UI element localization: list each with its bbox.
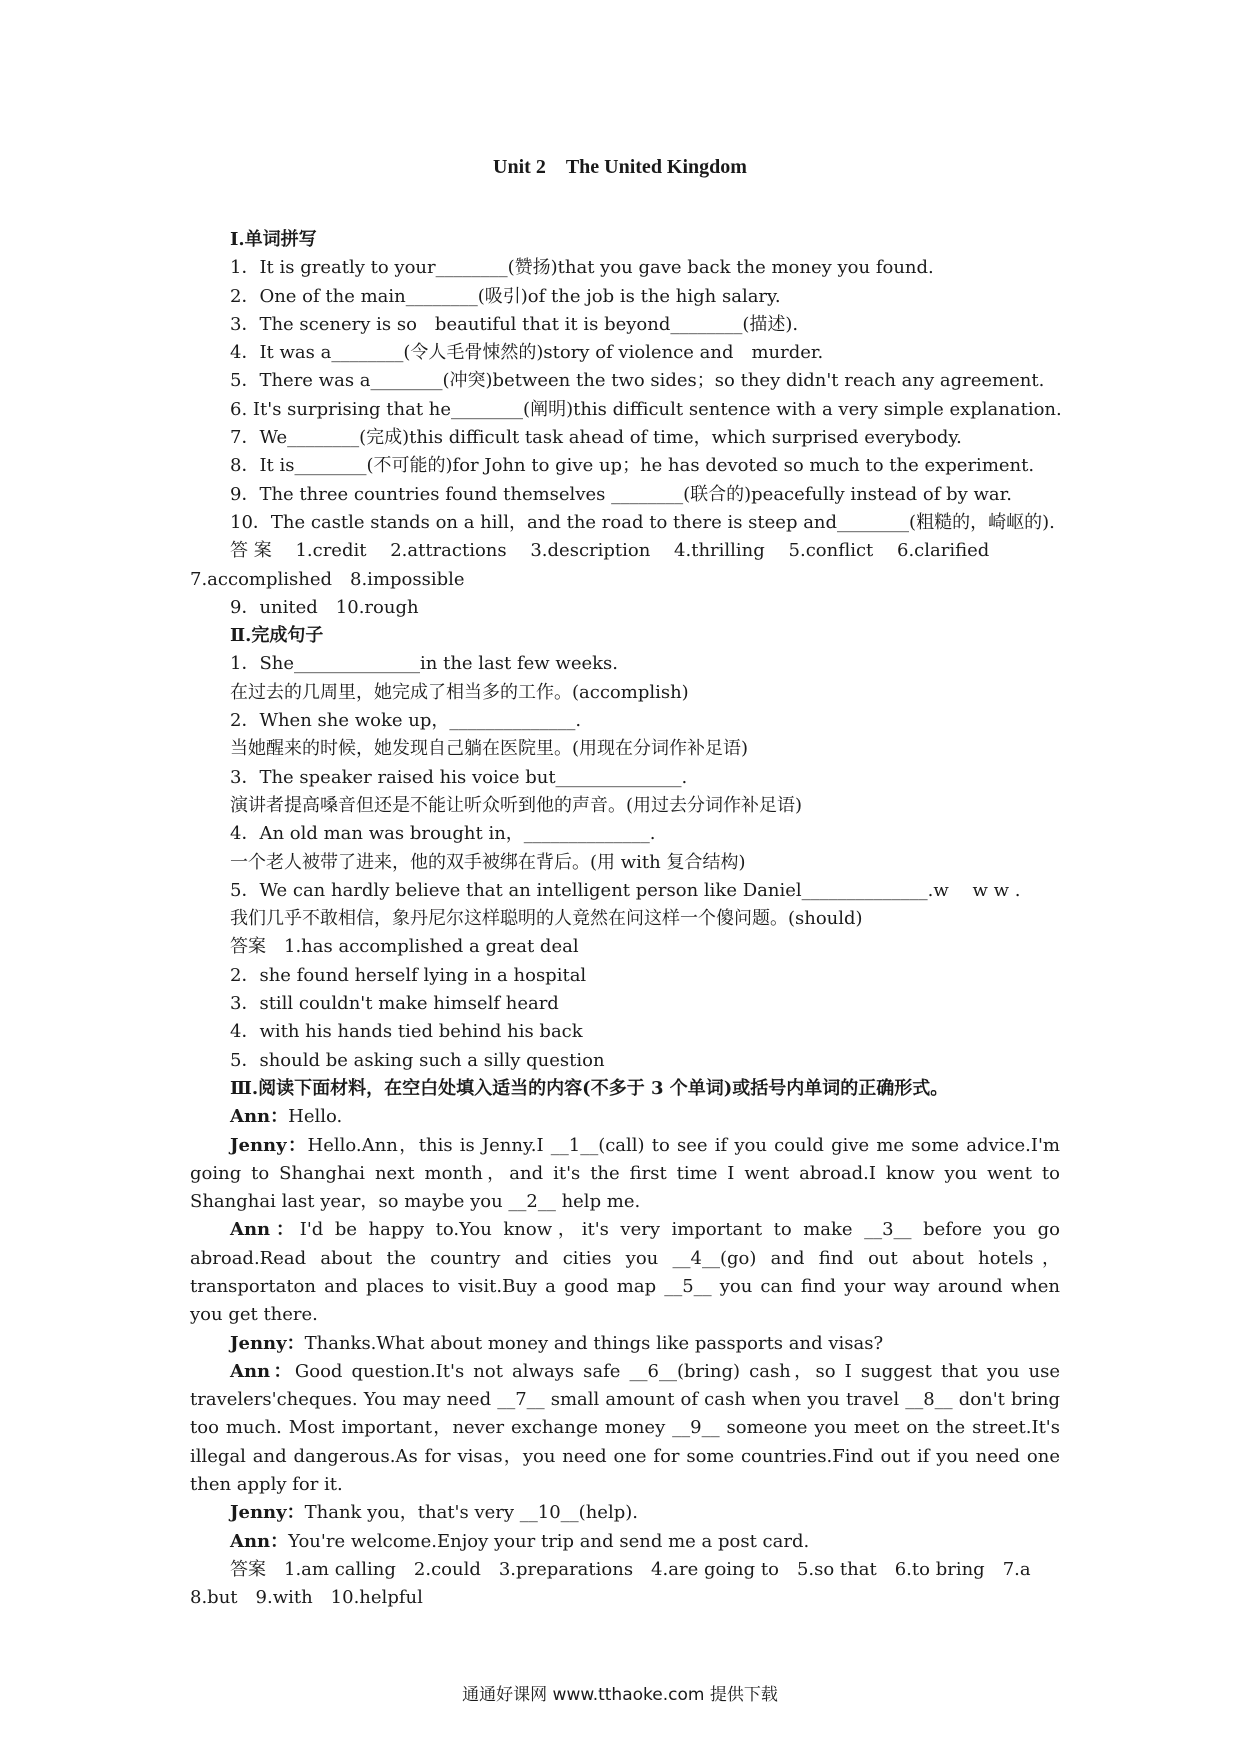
speaker-name: Jenny： [230, 1332, 305, 1354]
section1-heading: Ⅰ.单词拼写 [230, 229, 317, 250]
section3-heading: Ⅲ.阅读下面材料，在空白处填入适当的内容(不多于 3 个单词)或括号内单词的正确形式。 [230, 1077, 949, 1099]
dialogue-text: Hello.Ann，this is Jenny.I __1__(call) to see if you could give me some advice.I'm going to Shanghai next month，and it's the first time I went abroad.I know you went to Shanghai last year，so maybe you __2__ help me. [190, 1134, 1060, 1213]
speaker-name: Ann： [230, 1219, 300, 1241]
answer-key: 9．united 10.rough [230, 596, 419, 618]
answer-key: 2．she found herself lying in a hospital [230, 964, 587, 986]
dialogue-line [190, 1216, 1060, 1329]
answer-key: 答案 1.am calling 2.could 3.preparations 4.are going to 5.so that 6.to bring 7.a [230, 1558, 1031, 1580]
answer-key: 3．still couldn't make himself heard [230, 993, 559, 1015]
sentence-item: 4．An old man was brought in，______________. [230, 823, 656, 845]
dialogue-text: Thank you，that's very __10__(help). [304, 1502, 638, 1524]
sentence-item: 2．When she woke up，______________. [230, 710, 582, 732]
sentence-hint: 在过去的几周里，她完成了相当多的工作。(accomplish) [230, 681, 689, 703]
question-item: 7．We________(完成)this difficult task ahead of time，which surprised everybody. [230, 427, 962, 449]
question-item: 6. It's surprising that he________(阐明)this difficult sentence with a very simple explanation. [230, 398, 1062, 420]
question-item: 9．The three countries found themselves ________(联合的)peacefully instead of by war. [230, 483, 1013, 505]
sentence-item: 1．She______________in the last few weeks. [230, 653, 619, 675]
sentence-item: 3．The speaker raised his voice but______________. [230, 766, 688, 788]
dialogue-line [190, 1330, 1060, 1358]
sentence-hint: 一个老人被带了进来，他的双手被绑在背后。(用 with 复合结构) [230, 851, 746, 873]
question-item: 8．It is________(不可能的)for John to give up；he has devoted so much to the experiment. [230, 455, 1035, 477]
speaker-name: Ann： [230, 1106, 289, 1128]
page-title: Unit 2 The United Kingdom [493, 156, 747, 178]
section2-heading: Ⅱ.完成句子 [230, 625, 324, 647]
question-item: 1．It is greatly to your________(赞扬)that you gave back the money you found. [230, 257, 934, 279]
dialogue-text: I'd be happy to.You know，it's very important to make __3__ before you go abroad.Read about the country and cities you __4__(go) and find out about hotels，transportaton and places to visit.Buy a good map __5__ you can find your way around when you get there. [190, 1219, 1061, 1326]
answer-key: 答 案 1.credit 2.attractions 3.description 4.thrilling 5.conflict 6.clarified [230, 540, 990, 562]
speaker-name: Jenny： [230, 1134, 308, 1156]
sentence-hint: 演讲者提高嗓音但还是不能让听众听到他的声音。(用过去分词作补足语) [230, 794, 803, 816]
dialogue-text: Thanks.What about money and things like passports and visas? [304, 1332, 884, 1354]
answer-key: 答案 1.has accomplished a great deal [230, 936, 579, 958]
dialogue-text: You're welcome.Enjoy your trip and send me a post card. [288, 1530, 810, 1552]
dialogue-text: Hello. [288, 1106, 343, 1128]
dialogue-text: Good question.It's not always safe __6__(bring) cash，so I suggest that you use travelers'cheques. You may need __7__ small amount of cash when you travel __8__ don't bring too much. Most important，never exchange money __9__ someone you meet on the street.It's illegal and dangerous.As for visas，you need one for some countries.Find out if you need one then apply for it. [190, 1360, 1060, 1496]
answer-key: 8.but 9.with 10.helpful [190, 1587, 423, 1609]
question-item: 5．There was a________(冲突)between the two sides；so they didn't reach any agreement. [230, 370, 1045, 392]
dialogue-line [190, 1132, 1060, 1217]
dialogue-line [190, 1358, 1060, 1499]
sentence-hint: 我们几乎不敢相信，象丹尼尔这样聪明的人竟然在问这样一个傻问题。(should) [230, 908, 863, 930]
dialogue-line [190, 1103, 1060, 1131]
question-item: 4．It was a________(令人毛骨悚然的)story of violence and murder. [230, 342, 824, 364]
speaker-name: Ann： [230, 1360, 295, 1382]
sentence-item: 5．We can hardly believe that an intelligent person like Daniel______________.w w w . [230, 879, 1021, 901]
worksheet-body [190, 226, 1060, 1613]
question-item: 2．One of the main________(吸引)of the job is the high salary. [230, 285, 781, 307]
speaker-name: Ann： [230, 1530, 289, 1552]
dialogue-line [190, 1528, 1060, 1556]
question-item: 10．The castle stands on a hill，and the road to there is steep and________(粗糙的，崎岖的). [230, 511, 1055, 533]
answer-key: 7.accomplished 8.impossible [190, 568, 465, 590]
speaker-name: Jenny： [230, 1502, 305, 1524]
answer-key: 5．should be asking such a silly question [230, 1049, 605, 1071]
question-item: 3．The scenery is so beautiful that it is beyond________(描述). [230, 313, 799, 335]
dialogue-line [190, 1499, 1060, 1527]
answer-key: 4．with his hands tied behind his back [230, 1021, 583, 1043]
sentence-hint: 当她醒来的时候，她发现自己躺在医院里。(用现在分词作补足语) [230, 738, 749, 760]
footer-watermark: 通通好课网 www.tthaoke.com 提供下载 [462, 1685, 778, 1705]
